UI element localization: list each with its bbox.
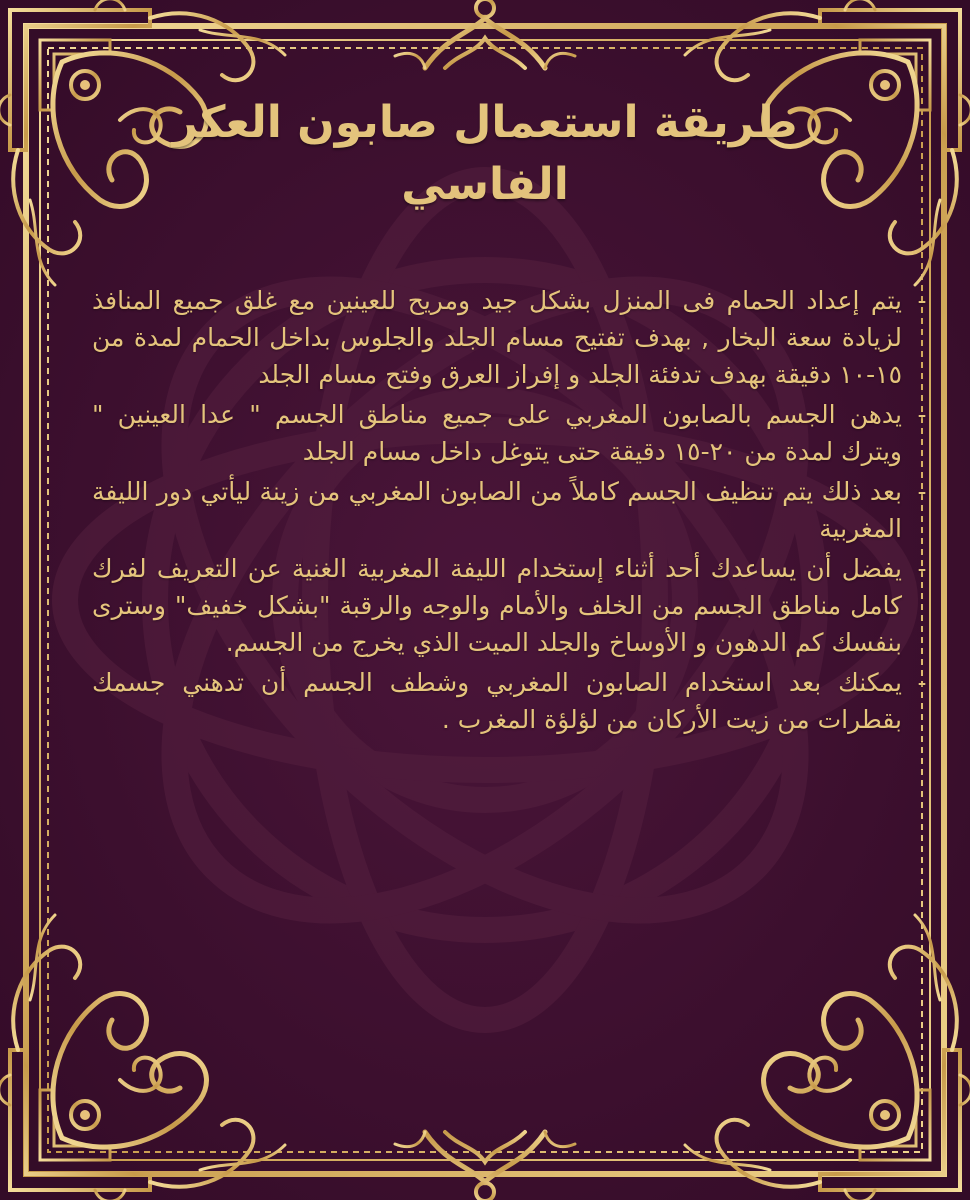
list-item	[92, 282, 932, 393]
bullet-dash: -	[917, 286, 927, 315]
step-text: يتم إعداد الحمام فى المنزل بشكل جيد ومريح للعينين مع غلق جميع المنافذ لزيادة سعة البخار , بهدف تفتيح مسام الجلد والجلوس بداخل الحمام لمدة من ١٥-١٠ دقيقة بهدف تدفئة الجلد و إفراز العرق وفتح مسام الجلد	[92, 286, 902, 389]
step-text: يمكنك بعد استخدام الصابون المغربي وشطف الجسم أن تدهني جسمك بقطرات من زيت الأركان من لؤلؤة المغرب .	[92, 668, 902, 734]
page-title: طريقة استعمال صابون العكر الفاسي	[172, 97, 798, 210]
bullet-dash: -	[917, 668, 927, 697]
bullet-dash: -	[917, 554, 927, 583]
list-item	[92, 396, 932, 470]
bullet-dash: -	[917, 477, 927, 506]
bullet-dash: -	[917, 400, 927, 429]
step-text: بعد ذلك يتم تنظيف الجسم كاملاً من الصابون المغربي من زينة ليأتي دور الليفة المغربية	[92, 477, 902, 543]
list-item	[92, 473, 932, 547]
step-text: يدهن الجسم بالصابون المغربي على جميع مناطق الجسم " عدا العينين " ويترك لمدة من ٢٠-١٥ دقيقة حتى يتوغل داخل مسام الجلد	[92, 400, 902, 466]
list-item	[92, 550, 932, 661]
step-text: يفضل أن يساعدك أحد أثناء إستخدام الليفة المغربية الغنية عن التعريف لفرك كامل مناطق الجسم من الخلف والأمام والوجه والرقبة "بشكل خفيف" وسترى بنفسك كم الدهون و الأوساخ والجلد الميت الذي يخرج من الجسم.	[92, 554, 902, 657]
list-item	[92, 664, 932, 738]
steps-list	[92, 282, 932, 741]
